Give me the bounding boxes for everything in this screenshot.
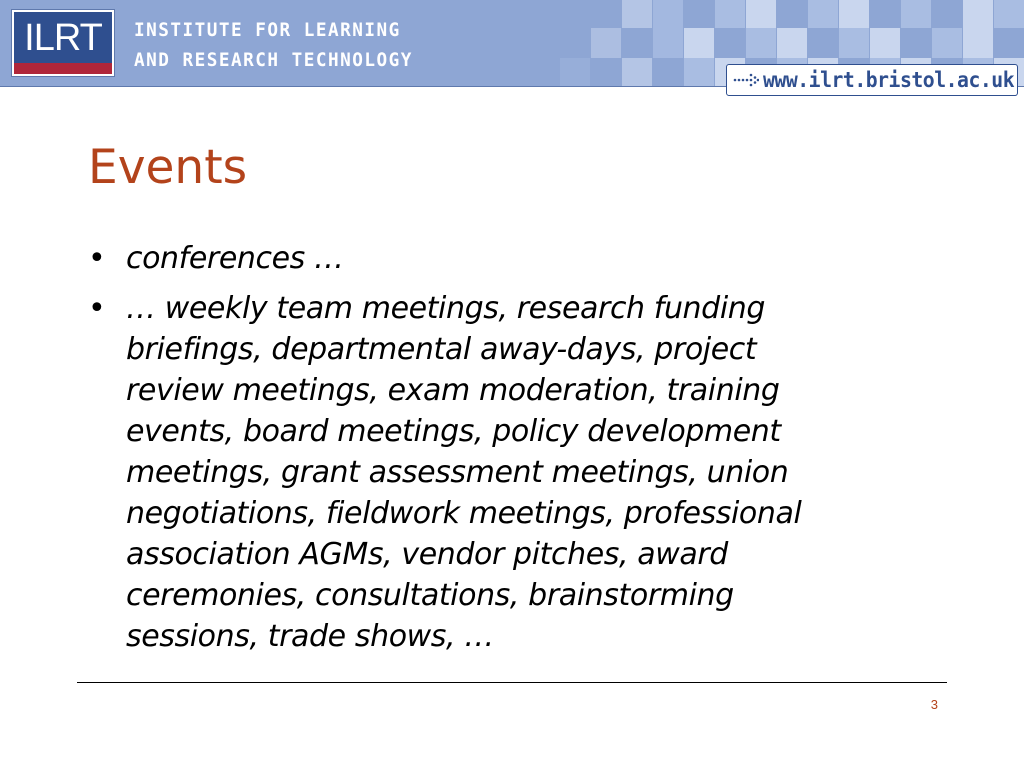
slide-title: Events <box>88 140 248 195</box>
mosaic-tile <box>963 28 993 58</box>
mosaic-tile <box>870 28 900 58</box>
mosaic-tile <box>684 58 714 86</box>
mosaic-tile <box>622 58 652 86</box>
bullet-item <box>88 288 948 657</box>
mosaic-tile <box>963 0 993 28</box>
mosaic-tile <box>622 0 652 28</box>
bullet-list <box>88 238 948 666</box>
mosaic-tile <box>653 28 683 58</box>
bullet-marker: • <box>88 241 106 276</box>
mosaic-tile <box>560 58 590 86</box>
website-url-link[interactable] <box>726 64 1018 96</box>
mosaic-tile <box>653 0 683 28</box>
mosaic-tile <box>777 28 807 58</box>
institute-name-line-1: INSTITUTE FOR LEARNING <box>134 19 401 41</box>
page-number: 3 <box>930 697 938 712</box>
dotted-arrow-icon <box>733 72 759 88</box>
institute-name <box>134 15 413 75</box>
institute-name-line-2: AND RESEARCH TECHNOLOGY <box>134 49 413 71</box>
ilrt-logo[interactable] <box>12 10 114 76</box>
mosaic-tile <box>901 0 931 28</box>
mosaic-tile <box>839 0 869 28</box>
logo-red-stripe <box>14 63 112 74</box>
mosaic-tile <box>684 28 714 58</box>
website-url-text: www.ilrt.bristol.ac.uk <box>763 68 1015 92</box>
mosaic-tile <box>746 0 776 28</box>
mosaic-tile <box>715 0 745 28</box>
mosaic-tile <box>746 28 776 58</box>
bullet-text: … weekly team meetings, research funding briefings, departmental away-days, project review meetings, exam moderation, training events, board meetings, policy development meetings, grant assessment meetings, union negotiations, fieldwork meetings, professional association AGMs, vendor pitches, award ceremonies, consultations, brainstorming sessions, trade shows, … <box>126 291 802 654</box>
bullet-marker: • <box>88 291 106 326</box>
mosaic-tile <box>839 28 869 58</box>
logo-text: ILRT <box>24 17 102 59</box>
bullet-item <box>88 238 948 279</box>
footer-divider <box>77 682 947 683</box>
mosaic-tile <box>932 28 962 58</box>
mosaic-tile <box>808 0 838 28</box>
bullet-text: conferences … <box>126 241 344 276</box>
mosaic-tile <box>994 0 1024 28</box>
mosaic-tile <box>591 28 621 58</box>
